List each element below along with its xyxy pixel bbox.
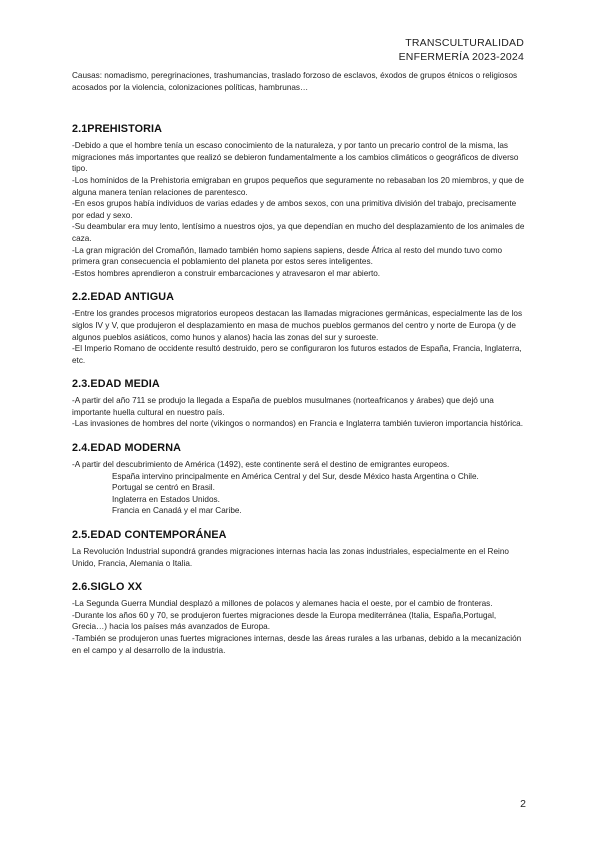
paragraph: -Entre los grandes procesos migratorios europeos destacan las llamadas migraciones germánicas, especialmente las de los siglos IV y V, que produjeron el desplazamiento en masa de muchos pueblos germanos del centro y norte de Europa (y de algunos pueblos asiáticos, como hunos y alanos) hacia las zonas del sur y suroeste.: [72, 309, 523, 342]
paragraph: -Los homínidos de la Prehistoria emigraban en grupos pequeños que seguramente no rebasaban los 20 miembros, y que de alguna manera tenían relaciones de parentesco.: [72, 175, 524, 197]
section-edad-moderna: [72, 442, 528, 517]
paragraph: -También se produjeron unas fuertes migraciones internas, desde las áreas rurales a las urbanas, debido a la mecanización en el campo y al desarrollo de la industria.: [72, 634, 522, 655]
intro-paragraph: Causas: nomadismo, peregrinaciones, trashumancias, traslado forzoso de esclavos, éxodos de grupos étnicos o religiosos acosados por la violencia, colonizaciones políticas, hambrunas…: [72, 71, 518, 92]
section-edad-media: [72, 378, 528, 430]
paragraph: -La Segunda Guerra Mundial desplazó a millones de polacos y alemanes hacia el oeste, por el cambio de fronteras.: [72, 599, 493, 609]
section-title: 2.3.EDAD MEDIA: [72, 378, 160, 391]
section-title: 2.1PREHISTORIA: [72, 123, 162, 136]
section-edad-contemporanea: [72, 529, 528, 569]
indented-line: Portugal se centró en Brasil.: [112, 483, 215, 493]
section-title: 2.4.EDAD MODERNA: [72, 442, 181, 455]
paragraph: -La gran migración del Cromañón, llamado también homo sapiens sapiens, desde África al resto del mundo tuvo como primera gran consecuencia el poblamiento del planeta por estos seres inteligentes.: [72, 245, 503, 267]
paragraph: -Su deambular era muy lento, lentísimo a nuestros ojos, ya que dependían en mucho del desplazamiento de los animales de caza.: [72, 222, 525, 243]
section-edad-antigua: [72, 291, 528, 366]
paragraph: -En esos grupos había individuos de varias edades y de ambos sexos, con una primitiva división del trabajo, precisamente por edad y sexo.: [72, 199, 517, 220]
indented-line: Francia en Canadá y el mar Caribe.: [112, 506, 242, 516]
section-siglo-xx: [72, 581, 528, 656]
page-number: 2: [520, 798, 526, 810]
paragraph: -A partir del descubrimiento de América (1492), este continente será el destino de emigrantes europeos.: [72, 460, 450, 470]
header-subject: TRANSCULTURALIDAD: [405, 37, 524, 49]
paragraph: La Revolución Industrial supondrá grandes migraciones internas hacia las zonas industriales, especialmente en el Reino Unido, Francia, Alemania o Italia.: [72, 547, 509, 568]
paragraph: -Estos hombres aprendieron a construir embarcaciones y atravesaron el mar abierto.: [72, 268, 381, 278]
section-title: 2.2.EDAD ANTIGUA: [72, 291, 174, 304]
section-prehistoria: [72, 123, 528, 279]
section-title: 2.5.EDAD CONTEMPORÁNEA: [72, 529, 227, 542]
document-body: [72, 70, 528, 668]
page-header: [399, 36, 524, 64]
paragraph: -Las invasiones de hombres del norte (vikingos o normandos) en Francia e Inglaterra también tuvieron importancia histórica.: [72, 419, 523, 429]
paragraph: -Durante los años 60 y 70, se produjeron fuertes migraciones desde la Europa mediterránea (Italia, España,Portugal, Grecia…) hacia los países más avanzados de Europa.: [72, 610, 497, 632]
indented-line: España intervino principalmente en América Central y del Sur, desde México hasta Argentina o Chile.: [112, 471, 479, 481]
paragraph: -Debido a que el hombre tenía un escaso conocimiento de la naturaleza, y por tanto un precario control de la misma, las migraciones más importantes que realizó se debieron fundamentalmente a los cambios climáticos o geográficos de diverso tipo.: [72, 141, 519, 174]
paragraph: -El Imperio Romano de occidente resultó destruido, pero se configuraron los futuros estados de España, Francia, Inglaterra, etc.: [72, 344, 522, 365]
indented-line: Inglaterra en Estados Unidos.: [112, 494, 220, 504]
section-title: 2.6.SIGLO XX: [72, 581, 143, 594]
paragraph: -A partir del año 711 se produjo la llegada a España de pueblos musulmanes (norteafricanos y árabes) que dejó una importante huella cultural en nuestro país.: [72, 396, 494, 417]
header-course: ENFERMERÍA 2023-2024: [398, 51, 524, 63]
